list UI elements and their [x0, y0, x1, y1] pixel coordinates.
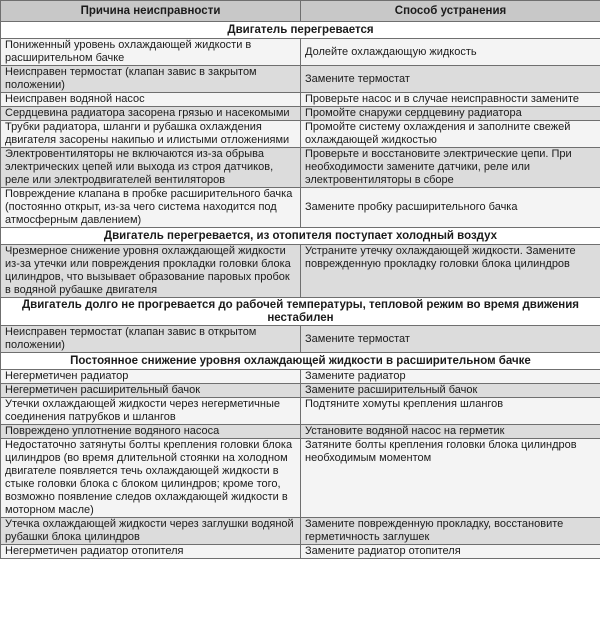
remedy-cell: Затяните болты крепления головки блока цилиндров необходимым моментом [301, 439, 600, 518]
cause-cell: Чрезмерное снижение уровня охлаждающей жидкости из-за утечки или повреждения прокладки головки блока цилиндров, что вызывает образование паровых пробок в водяной рубашке двигателя [1, 245, 301, 298]
remedy-cell: Устраните утечку охлаждающей жидкости. Замените поврежденную прокладку головки блока цилиндров [301, 245, 600, 298]
cause-cell: Негерметичен радиатор отопителя [1, 545, 301, 559]
cause-cell: Утечка охлаждающей жидкости через заглушки водяной рубашки блока цилиндров [1, 518, 301, 545]
remedy-cell: Замените термостат [301, 66, 600, 93]
table-row [1, 121, 600, 148]
cause-cell: Недостаточно затянуты болты крепления головки блока цилиндров (во время длительной стоянки на холодном двигателе появляется течь охлаждающей жидкости в стыке головки блока с блоком цилиндров; кроме того, возможно появление следов охлаждающей жидкости в моторном масле) [1, 439, 301, 518]
cause-cell: Повреждение клапана в пробке расширительного бачка (постоянно открыт, из-за чего система находится под атмосферным давлением) [1, 188, 301, 228]
table-row [1, 93, 600, 107]
cause-cell: Повреждено уплотнение водяного насоса [1, 425, 301, 439]
remedy-cell: Замените радиатор отопителя [301, 545, 600, 559]
remedy-cell: Установите водяной насос на герметик [301, 425, 600, 439]
remedy-cell: Проверьте насос и в случае неисправности замените [301, 93, 600, 107]
table-row [1, 245, 600, 298]
cause-cell: Неисправен термостат (клапан завис в открытом положении) [1, 326, 301, 353]
remedy-cell: Долейте охлаждающую жидкость [301, 39, 600, 66]
remedy-cell: Замените расширительный бачок [301, 384, 600, 398]
cause-cell: Электровентиляторы не включаются из-за обрыва электрических цепей или выхода из строя датчиков, реле или электродвигателей вентиляторов [1, 148, 301, 188]
table-row [1, 66, 600, 93]
header-remedy: Способ устранения [301, 1, 600, 22]
remedy-cell: Промойте систему охлаждения и заполните свежей охлаждающей жидкостью [301, 121, 600, 148]
cause-cell: Неисправен водяной насос [1, 93, 301, 107]
section-header-row [1, 22, 600, 39]
table-header-row [1, 1, 600, 22]
cause-cell: Утечки охлаждающей жидкости через негерметичные соединения патрубков и шлангов [1, 398, 301, 425]
section-title: Постоянное снижение уровня охлаждающей жидкости в расширительном бачке [1, 353, 600, 370]
table-row [1, 384, 600, 398]
section-title: Двигатель перегревается [1, 22, 600, 39]
cause-cell: Негерметичен расширительный бачок [1, 384, 301, 398]
remedy-cell: Замените радиатор [301, 370, 600, 384]
section-title: Двигатель перегревается, из отопителя поступает холодный воздух [1, 228, 600, 245]
remedy-cell: Замените пробку расширительного бачка [301, 188, 600, 228]
section-header-row [1, 228, 600, 245]
section-header-row [1, 298, 600, 326]
table-row [1, 370, 600, 384]
table-body [1, 22, 600, 559]
table-row [1, 545, 600, 559]
table-row [1, 39, 600, 66]
table-row [1, 518, 600, 545]
section-title: Двигатель долго не прогревается до рабочей температуры, тепловой режим во время движения нестабилен [1, 298, 600, 326]
cause-cell: Трубки радиатора, шланги и рубашка охлаждения двигателя засорены накипью и илистыми отложениями [1, 121, 301, 148]
remedy-cell: Промойте снаружи сердцевину радиатора [301, 107, 600, 121]
cause-cell: Пониженный уровень охлаждающей жидкости в расширительном бачке [1, 39, 301, 66]
table-row [1, 148, 600, 188]
cause-cell: Сердцевина радиатора засорена грязью и насекомыми [1, 107, 301, 121]
table-row [1, 398, 600, 425]
remedy-cell: Подтяните хомуты крепления шлангов [301, 398, 600, 425]
table-row [1, 425, 600, 439]
cause-cell: Негерметичен радиатор [1, 370, 301, 384]
table-row [1, 107, 600, 121]
section-header-row [1, 353, 600, 370]
table-row [1, 326, 600, 353]
cause-cell: Неисправен термостат (клапан завис в закрытом положении) [1, 66, 301, 93]
header-cause: Причина неисправности [1, 1, 301, 22]
table-row [1, 188, 600, 228]
remedy-cell: Замените термостат [301, 326, 600, 353]
remedy-cell: Проверьте и восстановите электрические цепи. При необходимости замените датчики, реле или электровентиляторы в сборе [301, 148, 600, 188]
remedy-cell: Замените поврежденную прокладку, восстановите герметичность заглушек [301, 518, 600, 545]
table-row [1, 439, 600, 518]
